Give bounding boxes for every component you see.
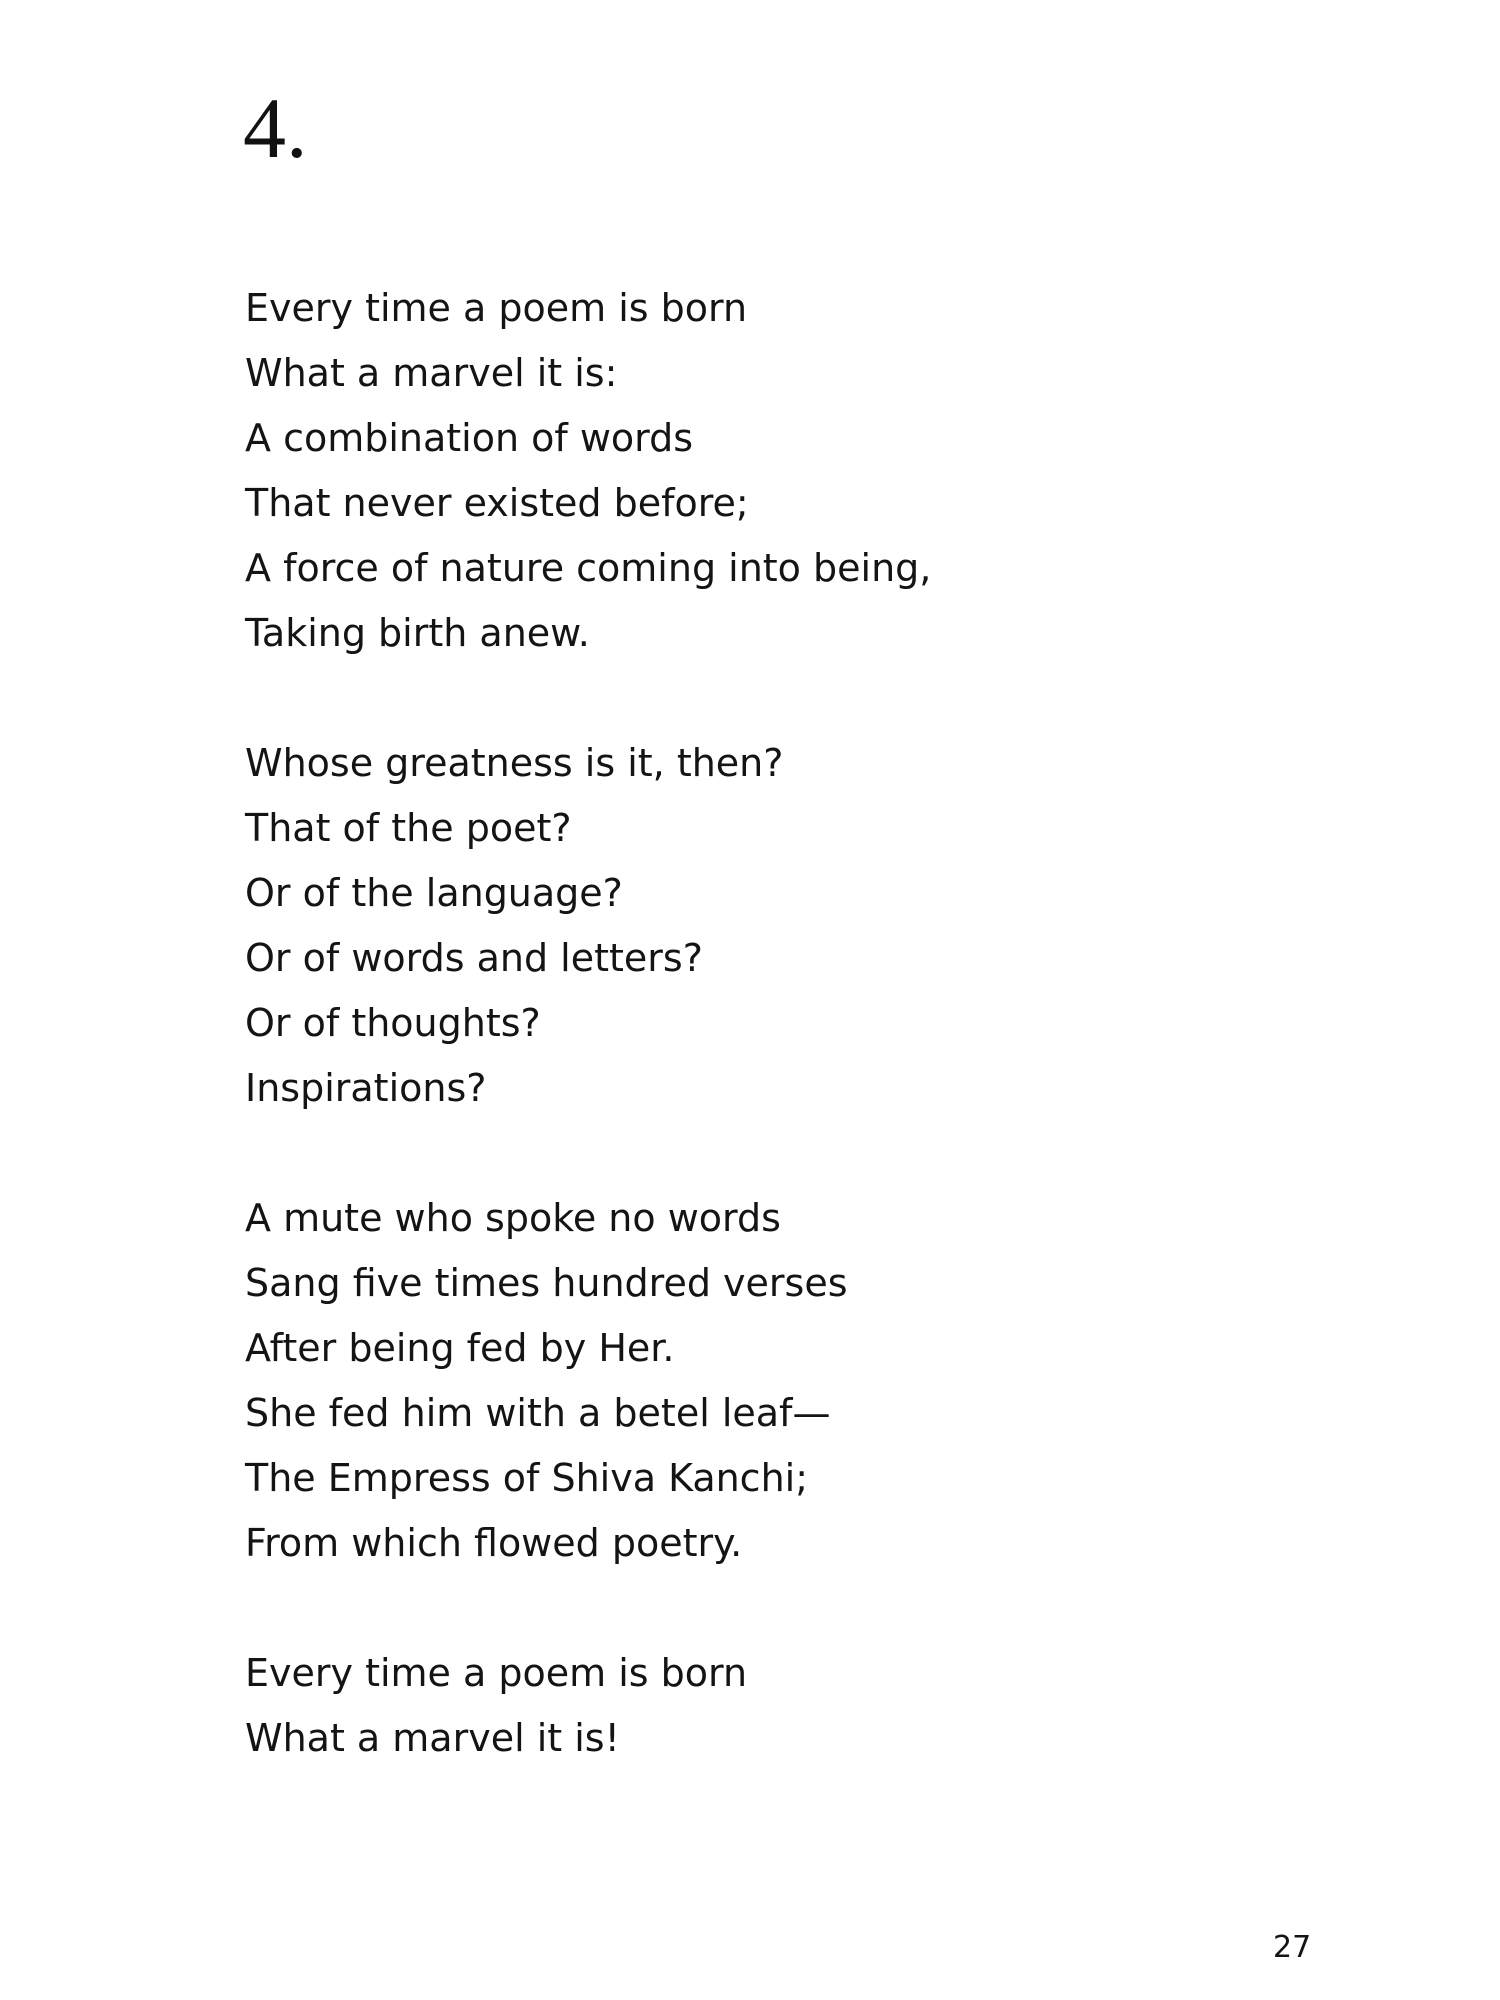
poem-line: Whose greatness is it, then?	[245, 741, 784, 785]
poem-line: Or of the language?	[245, 871, 623, 915]
poem-line: Every time a poem is born	[245, 286, 748, 330]
poem-line: What a marvel it is:	[245, 351, 618, 395]
stanza-1	[245, 276, 1345, 666]
page-number: 27	[1273, 1930, 1312, 1965]
poem-line: A mute who spoke no words	[245, 1196, 781, 1240]
poem-line: A combination of words	[245, 416, 694, 460]
poem-line: That of the poet?	[245, 806, 572, 850]
poem-line: Sang five times hundred verses	[245, 1261, 848, 1305]
poem-number-heading: 4.	[243, 80, 308, 176]
poem-line: A force of nature coming into being,	[245, 546, 932, 590]
poem-line: What a marvel it is!	[245, 1716, 620, 1760]
poem-line: That never existed before;	[245, 481, 749, 525]
poem-line: After being fed by Her.	[245, 1326, 675, 1370]
stanza-2	[245, 731, 1345, 1121]
poem-line: Every time a poem is born	[245, 1651, 748, 1695]
poem-line: The Empress of Shiva Kanchi;	[245, 1456, 809, 1500]
poem-body	[245, 276, 1345, 1836]
poem-line: From which flowed poetry.	[245, 1521, 743, 1565]
poem-line: Or of thoughts?	[245, 1001, 541, 1045]
poem-line: She fed him with a betel leaf—	[245, 1391, 831, 1435]
poem-line: Taking birth anew.	[245, 611, 590, 655]
stanza-4	[245, 1641, 1345, 1771]
poem-line: Inspirations?	[245, 1066, 487, 1110]
poem-line: Or of words and letters?	[245, 936, 703, 980]
stanza-3	[245, 1186, 1345, 1576]
